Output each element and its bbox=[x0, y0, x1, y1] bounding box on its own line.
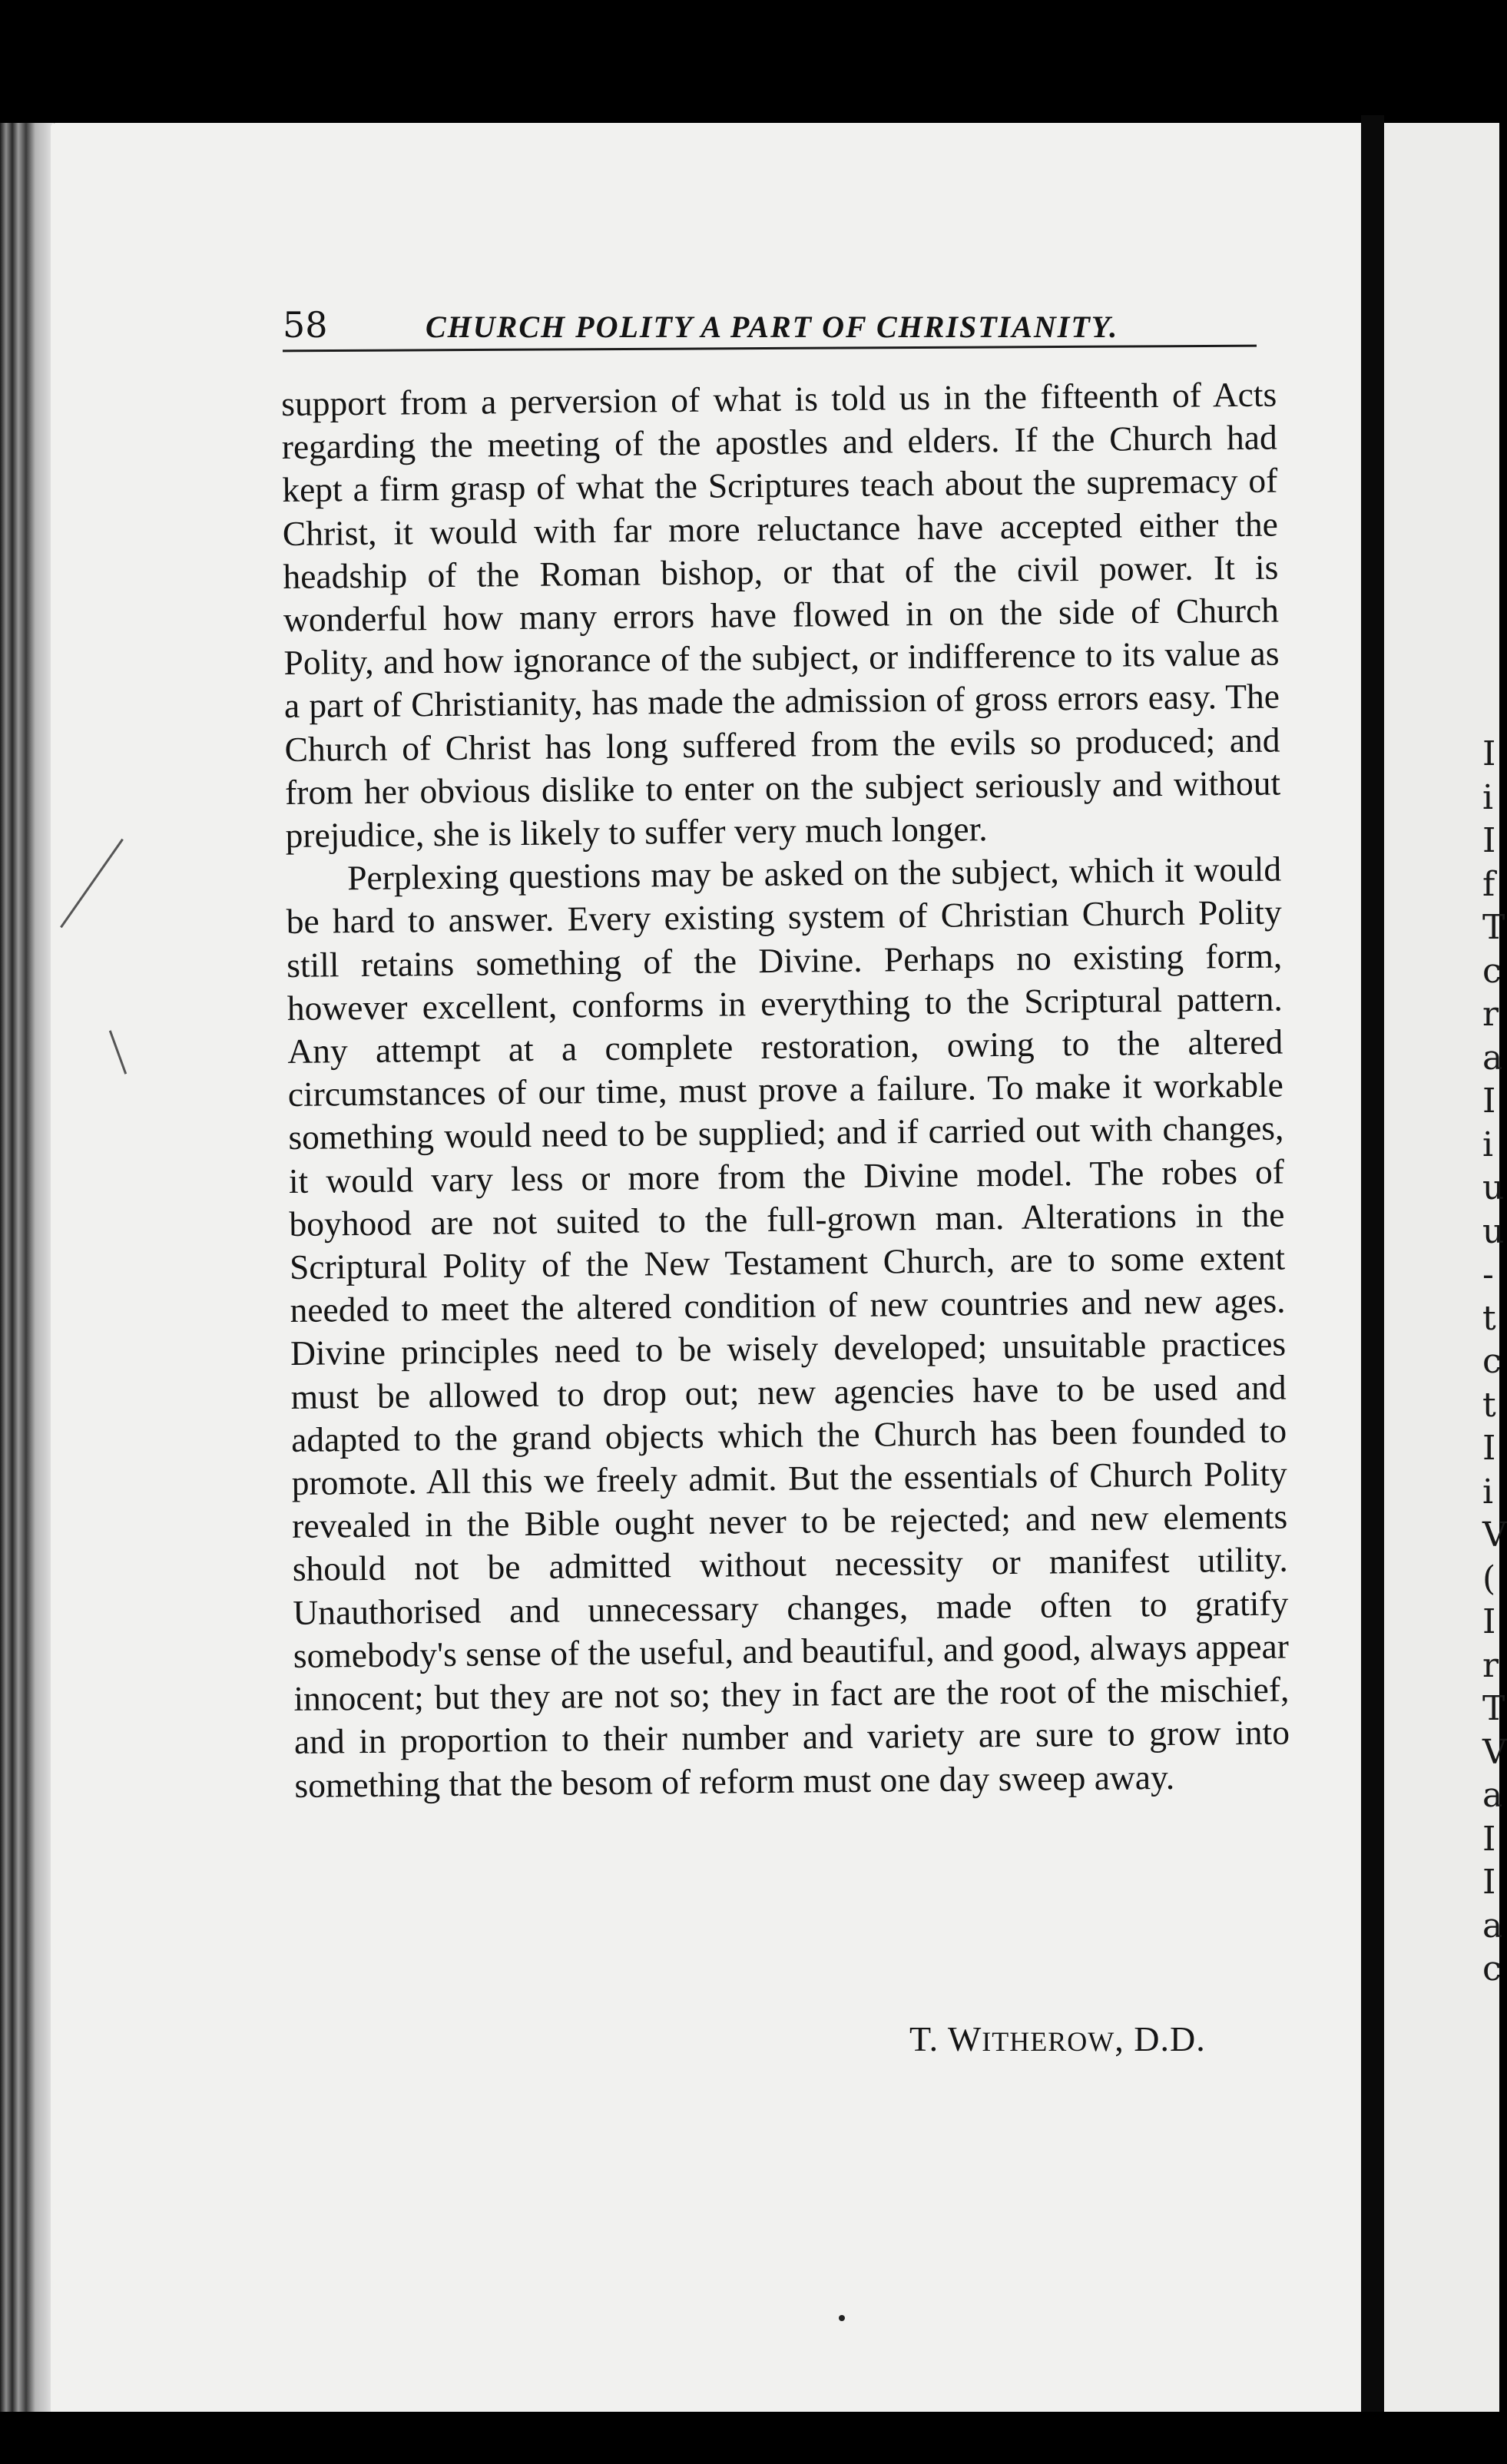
signature-degree: , D.D. bbox=[1115, 2019, 1206, 2058]
facing-page-letter: c bbox=[1482, 951, 1502, 991]
facing-page-letter: I bbox=[1482, 1429, 1496, 1468]
body-text bbox=[281, 373, 1290, 1807]
facing-page-letter: a bbox=[1482, 1776, 1503, 1815]
facing-page-letter: I bbox=[1482, 1602, 1496, 1641]
author-signature bbox=[909, 2019, 1206, 2059]
facing-page-letter: a bbox=[1482, 1038, 1503, 1078]
facing-page-letter: I bbox=[1482, 734, 1496, 773]
facing-page-letter: c bbox=[1482, 1342, 1502, 1381]
paragraph-2: Perplexing questions may be asked on the subject, which it would be hard to answer. Every existing system of Christian Church Polity still retains something of the Divine. Perhaps no existing form, however excellent, conforms in everything to the Scriptural pattern. Any attempt at a complete restoration, owing to the altered circumstances of our time, must prove a failure. To make it workable something would need to be supplied; and if carried out with changes, it would vary less or more from the Divine model. The robes of boyhood are not suited to the full-grown man. Alterations in the Scriptural Polity of the New Testament Church, are to some extent needed to meet the altered condition of new countries and new ages. Divine principles need to be wisely developed; unsuitable practices must be allowed to drop out; new agencies have to be used and adapted to the grand objects which the Church has been founded to promote. All this we freely admit. But the essentials of Church Polity revealed in the Bible ought never to be rejected; and new elements should not be admitted without necessity or manifest utility. Unauthorised and unnecessary changes, made often to gratify somebody's sense of the useful, and beautiful, and good, always appear innocent; but they are not so; they in fact are the root of the mischief, and in proportion to their number and variety are sure to grow into something that the besom of reform must one day sweep away. bbox=[286, 849, 1290, 1805]
facing-page-letter: I bbox=[1482, 1819, 1496, 1859]
facing-page-letter: I bbox=[1482, 1081, 1496, 1121]
signature-initial: T. W bbox=[909, 2019, 982, 2058]
facing-page-letter: r bbox=[1482, 1645, 1499, 1685]
facing-page-letter: i bbox=[1482, 777, 1494, 817]
facing-page-letter: t bbox=[1482, 1385, 1496, 1425]
facing-page-letter: f bbox=[1482, 864, 1495, 904]
page-number: 58 bbox=[283, 304, 328, 346]
page-edge-stack bbox=[0, 123, 54, 2412]
facing-page-letter: T bbox=[1482, 1689, 1505, 1728]
facing-page-letter: T bbox=[1482, 908, 1505, 947]
page-speck bbox=[839, 2315, 845, 2321]
facing-page-letter: a bbox=[1482, 1906, 1503, 1946]
facing-page-letter: i bbox=[1482, 1124, 1494, 1164]
facing-page-letter: - bbox=[1482, 1255, 1494, 1294]
facing-page-letter: i bbox=[1482, 1472, 1494, 1512]
facing-page-letter: t bbox=[1482, 1298, 1496, 1338]
facing-page-letter: r bbox=[1482, 995, 1499, 1034]
facing-page-letter: V bbox=[1482, 1515, 1507, 1555]
facing-page-letter: u bbox=[1482, 1168, 1505, 1207]
running-title: CHURCH POLITY A PART OF CHRISTIANITY. bbox=[426, 310, 1119, 344]
facing-page-letter: u bbox=[1482, 1211, 1505, 1251]
facing-page-letter: V bbox=[1482, 1732, 1507, 1772]
facing-page-letter: ( bbox=[1482, 1558, 1496, 1598]
facing-page-letter: I bbox=[1482, 821, 1496, 860]
facing-page-letter: c bbox=[1482, 1949, 1502, 1989]
signature-surname: ITHEROW bbox=[982, 2026, 1115, 2057]
paragraph-1: support from a perversion of what is told us in the fifteenth of Acts regarding the meeting of the apostles and elders. If the Church had kept a firm grasp of what the Scriptures teach about the supremacy of Christ, it would with far more reluctance have accepted either the headship of the Roman bishop, or that of the civil power. It is wonderful how many errors have flowed in on the side of Church Polity, and how ignorance of the subject, or indifference to its value as a part of Christianity, has made the admission of gross errors easy. The Church of Christ has long suffered from the evils so produced; and from her obvious dislike to enter on the subject seriously and without prejudice, she is likely to suffer very much longer. bbox=[281, 374, 1281, 856]
facing-page-letter: I bbox=[1482, 1863, 1496, 1902]
book-gutter bbox=[1361, 115, 1384, 2412]
